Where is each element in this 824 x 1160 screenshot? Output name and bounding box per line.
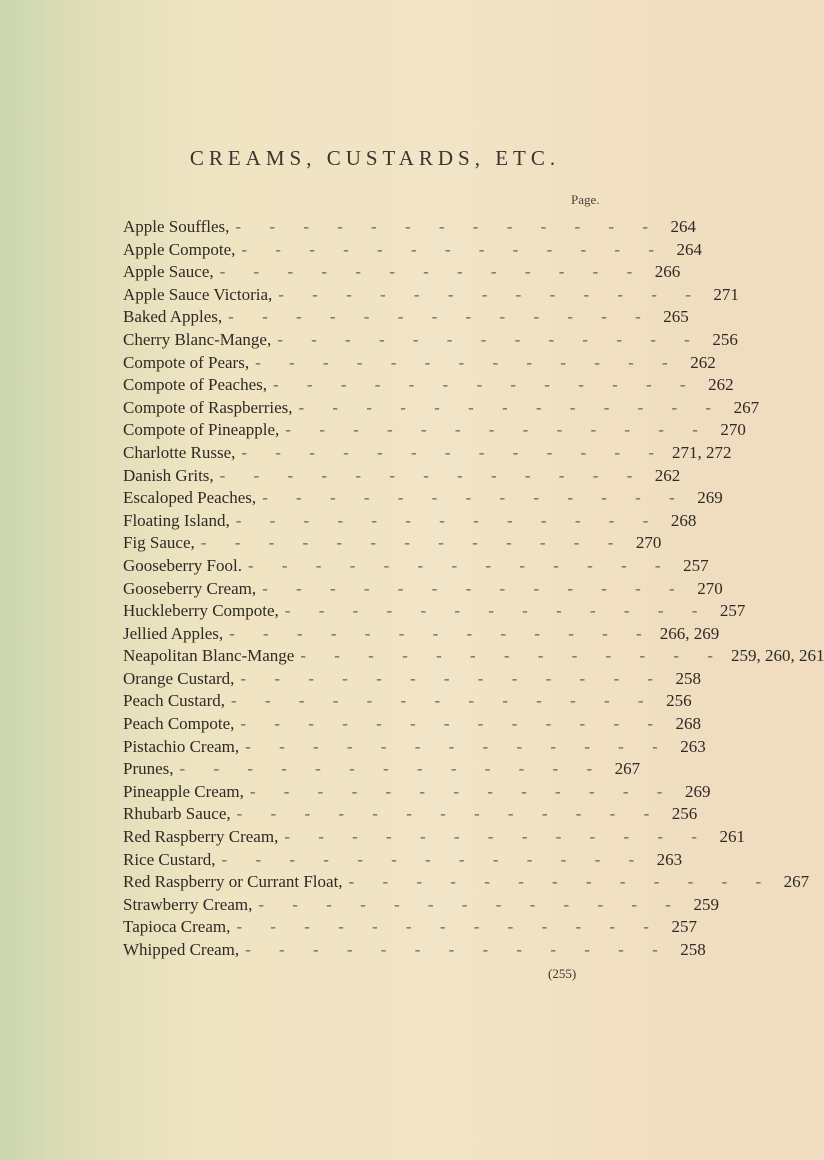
entry-page: 266, 269: [659, 623, 720, 643]
entry-label: Danish Grits,: [123, 465, 214, 485]
entry-label: Fig Sauce,: [123, 533, 195, 553]
index-entry: [123, 306, 689, 329]
index-entry: [123, 826, 745, 849]
entry-label: Peach Custard,: [123, 691, 225, 711]
entry-label: Compote of Raspberries,: [123, 397, 293, 417]
dot-leader: - - - - - - - - - - - - -: [240, 668, 666, 688]
dot-leader: - - - - - - - - - - - - -: [300, 646, 725, 666]
index-entry: [123, 713, 702, 736]
entry-page: 269: [697, 488, 723, 508]
entry-page: 264: [670, 217, 697, 236]
entry-label: Floating Island,: [123, 510, 230, 530]
index-entry: [123, 894, 719, 917]
index-entry: [123, 578, 723, 601]
entry-label: Apple Compote,: [123, 239, 236, 259]
entry-page: 271: [713, 284, 739, 304]
dot-leader: - - - - - - - - - - - - -: [236, 804, 662, 824]
entry-label: Cherry Blanc-Mange,: [123, 329, 272, 349]
index-entry: [123, 600, 746, 623]
entry-page: 267: [614, 759, 641, 779]
entry-label: Whipped Cream,: [123, 940, 240, 959]
entry-page: 271, 272: [672, 442, 732, 462]
page-number: (255): [548, 966, 577, 981]
entry-label: Apple Sauce,: [123, 262, 214, 282]
index-entry: [123, 781, 711, 804]
index-entry: [123, 623, 720, 646]
index-entry: [123, 668, 702, 691]
index-entry: [123, 510, 697, 533]
entry-page: 256: [671, 804, 698, 824]
entry-page: 268: [670, 510, 697, 530]
index-entry: [123, 487, 723, 510]
entry-page: 257: [683, 555, 709, 575]
dot-leader: - - - - - - - - - - - - -: [247, 555, 673, 575]
entry-page: 267: [783, 872, 810, 892]
index-entry: [123, 758, 641, 781]
index-entry: [123, 284, 739, 307]
entry-label: Gooseberry Cream,: [123, 578, 257, 598]
index-list: [123, 216, 824, 962]
entry-page: 262: [654, 465, 681, 485]
index-entry: [123, 871, 810, 894]
entry-label: Compote of Peaches,: [123, 375, 267, 395]
entry-label: Pistachio Cream,: [123, 736, 240, 756]
entry-label: Rhubarb Sauce,: [123, 804, 231, 824]
index-entry: [123, 442, 732, 465]
dot-leader: - - - - - - - - - - - - -: [200, 533, 626, 553]
dot-leader: - - - - - - - - - - - - -: [235, 510, 661, 530]
dot-leader: - - - - - - - - - - - - -: [278, 284, 703, 304]
entry-page: 269: [684, 781, 711, 801]
entry-page: 257: [671, 917, 697, 937]
dot-leader: - - - - - - - - - - - - -: [229, 623, 654, 643]
entry-label: Baked Apples,: [123, 307, 223, 327]
index-entry: [123, 916, 697, 939]
dot-leader: - - - - - - - - - - - - -: [240, 714, 666, 734]
entry-label: Escaloped Peaches,: [123, 488, 257, 508]
entry-label: Apple Souffles,: [123, 217, 230, 236]
entry-page: 263: [656, 849, 683, 869]
entry-label: Jellied Apples,: [123, 623, 224, 643]
dot-leader: - - - - - - - - - - - - -: [245, 940, 670, 959]
entry-label: Compote of Pineapple,: [123, 420, 280, 440]
entry-label: Red Raspberry or Currant Float,: [123, 872, 343, 892]
index-entry: [123, 239, 702, 262]
dot-leader: - - - - - - - - - - - - -: [298, 397, 724, 417]
dot-leader: - - - - - - - - - - - - -: [230, 691, 656, 711]
entry-label: Apple Sauce Victoria,: [123, 284, 273, 304]
entry-page: 256: [712, 329, 738, 349]
entry-page: 259: [693, 894, 719, 914]
entry-label: Rice Custard,: [123, 849, 216, 869]
entry-label: Strawberry Cream,: [123, 894, 253, 914]
index-entry: [123, 261, 681, 284]
dot-leader: - - - - - - - - - - - - -: [219, 262, 645, 282]
entry-page: 270: [697, 578, 723, 598]
entry-label: Orange Custard,: [123, 668, 235, 688]
dot-leader: - - - - - - - - - - - - -: [228, 307, 653, 327]
dot-leader: - - - - - - - - - - - - -: [262, 488, 687, 508]
entry-page: 270: [635, 533, 662, 553]
entry-page: 270: [720, 420, 746, 440]
dot-leader: - - - - - - - - - - - - -: [348, 872, 774, 892]
dot-leader: - - - - - - - - - - - - -: [262, 578, 687, 598]
dot-leader: - - - - - - - - - - - - -: [284, 601, 710, 621]
entry-label: Charlotte Russe,: [123, 442, 236, 462]
index-entry: [123, 419, 746, 442]
entry-page: 258: [680, 940, 706, 959]
dot-leader: - - - - - - - - - - - - -: [179, 759, 605, 779]
entry-label: Neapolitan Blanc-Mange: [123, 646, 295, 666]
dot-leader: - - - - - - - - - - - - -: [245, 736, 670, 756]
dot-leader: - - - - - - - - - - - - -: [219, 465, 645, 485]
entry-page: 258: [675, 668, 702, 688]
entry-label: Tapioca Cream,: [123, 917, 231, 937]
dot-leader: - - - - - - - - - - - - -: [221, 849, 647, 869]
entry-label: Prunes,: [123, 759, 174, 779]
dot-leader: - - - - - - - - - - - - -: [241, 239, 666, 259]
page-column-header: Page.: [571, 192, 600, 207]
dot-leader: - - - - - - - - - - - - -: [235, 217, 661, 236]
entry-page: 263: [680, 736, 706, 756]
index-entry: [123, 555, 709, 578]
entry-page: 262: [690, 352, 716, 372]
entry-page: 266: [654, 262, 681, 282]
entry-page: 264: [676, 239, 702, 259]
index-entry: [123, 645, 824, 668]
entry-label: Gooseberry Fool.: [123, 555, 242, 575]
entry-label: Pineapple Cream,: [123, 781, 244, 801]
index-entry: [123, 939, 706, 962]
index-entry: [123, 465, 681, 488]
index-entry: [123, 329, 738, 352]
entry-label: Peach Compote,: [123, 714, 235, 734]
index-entry: [123, 690, 692, 713]
entry-label: Huckleberry Compote,: [123, 601, 279, 621]
index-entry: [123, 803, 698, 826]
dot-leader: - - - - - - - - - - - - -: [285, 420, 710, 440]
dot-leader: - - - - - - - - - - - - -: [255, 352, 680, 372]
entry-page: 265: [663, 307, 689, 327]
entry-page: 256: [666, 691, 692, 711]
index-entry: [123, 849, 683, 872]
index-entry: [123, 736, 706, 759]
entry-page: 261: [719, 827, 745, 847]
index-entry: [123, 532, 662, 555]
index-entry: [123, 216, 697, 239]
dot-leader: - - - - - - - - - - - - -: [277, 329, 702, 349]
index-entry: [123, 397, 760, 420]
entry-page: 267: [733, 397, 760, 417]
dot-leader: - - - - - - - - - - - - -: [258, 894, 683, 914]
entry-label: Red Raspberry Cream,: [123, 827, 279, 847]
index-entry: [123, 374, 734, 397]
entry-page: 262: [708, 375, 734, 395]
dot-leader: - - - - - - - - - - - - -: [241, 442, 666, 462]
entry-page: 259, 260, 261: [730, 646, 824, 666]
dot-leader: - - - - - - - - - - - - -: [284, 827, 709, 847]
entry-page: 257: [719, 601, 746, 621]
section-title: CREAMS, CUSTARDS, ETC.: [189, 146, 561, 170]
dot-leader: - - - - - - - - - - - - -: [273, 375, 698, 395]
dot-leader: - - - - - - - - - - - - -: [236, 917, 661, 937]
index-entry: [123, 352, 716, 375]
entry-label: Compote of Pears,: [123, 352, 250, 372]
dot-leader: - - - - - - - - - - - - -: [249, 781, 675, 801]
entry-page: 268: [675, 714, 702, 734]
